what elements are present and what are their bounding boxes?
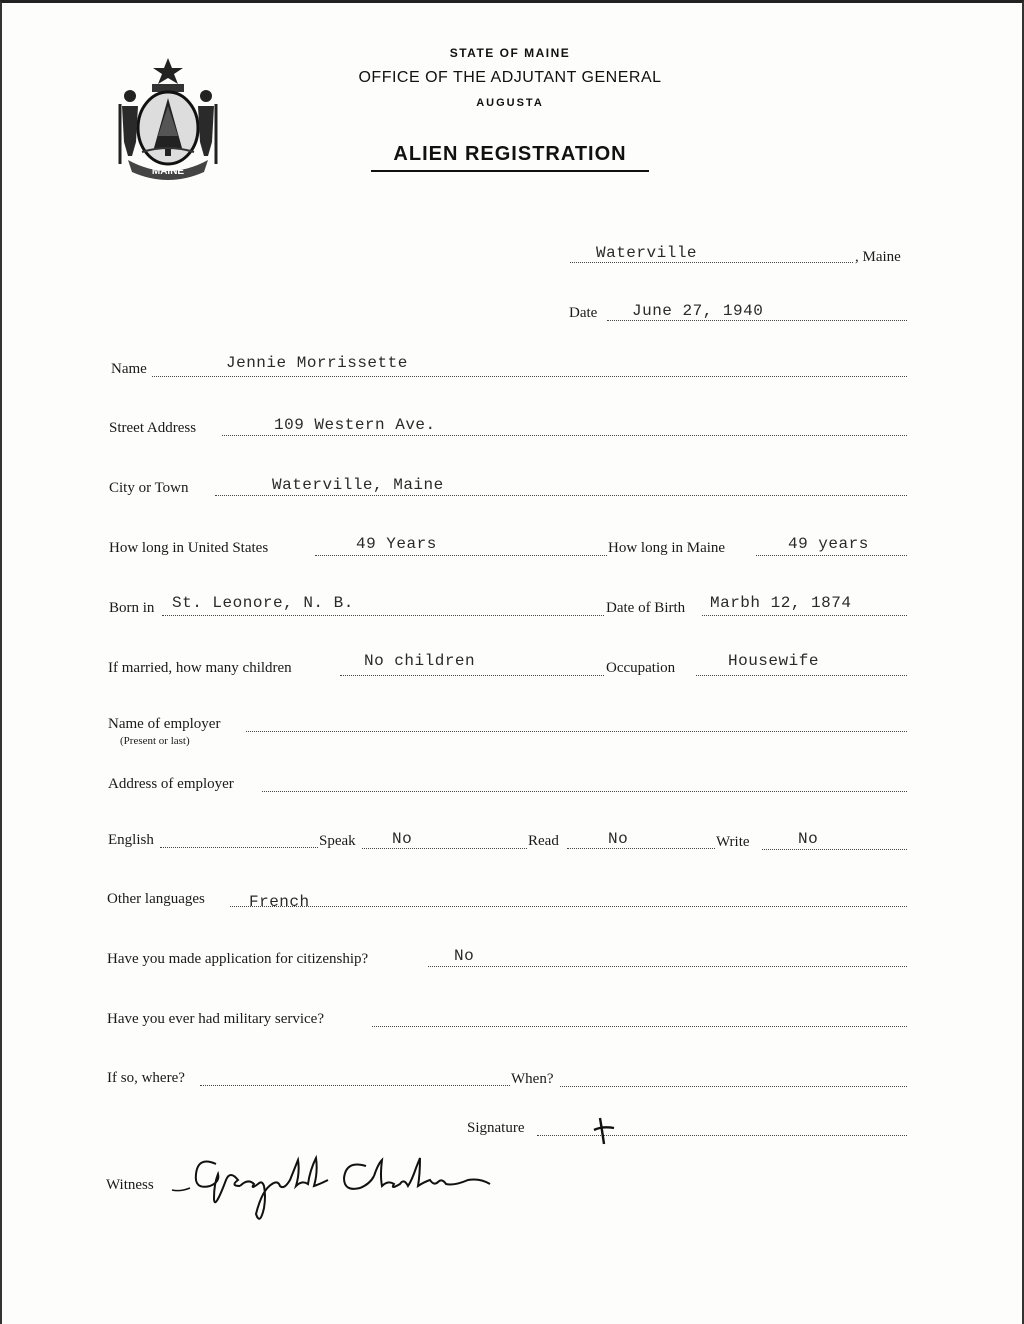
write-line xyxy=(762,849,907,850)
employer-address-label: Address of employer xyxy=(108,776,234,792)
service-where-label: If so, where? xyxy=(107,1070,185,1086)
speak-line xyxy=(362,848,527,849)
maine-state-seal-icon xyxy=(112,56,224,184)
occupation-value: Housewife xyxy=(728,652,819,670)
birthplace-line xyxy=(162,615,604,616)
signature-label: Signature xyxy=(467,1120,525,1136)
speak-value: No xyxy=(392,830,413,848)
us-duration-line xyxy=(315,555,607,556)
name-value: Jennie Morrissette xyxy=(226,354,408,372)
children-value: No children xyxy=(364,652,476,670)
english-line xyxy=(160,847,318,848)
form-title: ALIEN REGISTRATION xyxy=(393,143,627,165)
birth-date-label: Date of Birth xyxy=(606,600,686,616)
citizenship-label: Have you made application for citizenship? xyxy=(107,951,369,967)
military-line xyxy=(372,1026,907,1027)
birthplace-value: St. Leonore, N. B. xyxy=(172,594,354,612)
place-line xyxy=(570,262,853,263)
read-label: Read xyxy=(528,833,559,849)
maine-duration-label: How long in Maine xyxy=(608,540,726,556)
speak-label: Speak xyxy=(319,833,356,849)
other-languages-label: Other languages xyxy=(107,891,205,907)
birth-date-line xyxy=(702,615,907,616)
write-value: No xyxy=(798,830,819,848)
us-duration-label: How long in United States xyxy=(109,540,269,556)
maine-duration-value: 49 years xyxy=(788,535,869,553)
citizenship-line xyxy=(428,966,907,967)
service-where-line xyxy=(200,1085,510,1086)
street-line xyxy=(222,435,907,436)
occupation-line xyxy=(696,675,907,676)
date-value: June 27, 1940 xyxy=(632,302,764,320)
service-when-line xyxy=(560,1086,907,1087)
birth-date-value: Marbh 12, 1874 xyxy=(710,594,852,612)
occupation-label: Occupation xyxy=(606,660,676,676)
office-heading: OFFICE OF THE ADJUTANT GENERAL xyxy=(358,69,662,86)
place-suffix-label: , Maine xyxy=(855,249,901,265)
read-line xyxy=(567,848,715,849)
military-label: Have you ever had military service? xyxy=(107,1011,324,1027)
citizenship-value: No xyxy=(454,947,475,965)
seal-banner-label: MAINE xyxy=(151,166,185,177)
witness-label: Witness xyxy=(106,1177,154,1193)
city-value: Waterville, Maine xyxy=(272,476,444,494)
other-languages-line xyxy=(230,906,907,907)
children-label: If married, how many children xyxy=(108,660,292,676)
maine-duration-line xyxy=(756,555,907,556)
title-underline xyxy=(371,170,649,172)
employer-sublabel: (Present or last) xyxy=(120,735,190,747)
employer-line xyxy=(246,731,907,732)
witness-signature xyxy=(168,1150,498,1232)
city-line xyxy=(215,495,907,496)
other-languages-value: French xyxy=(249,893,310,911)
date-line xyxy=(607,320,907,321)
birthplace-label: Born in xyxy=(109,600,155,616)
write-label: Write xyxy=(716,834,750,850)
city-label: City or Town xyxy=(109,480,189,496)
employer-address-line xyxy=(262,791,907,792)
city-heading: AUGUSTA xyxy=(476,97,544,109)
street-value: 109 Western Ave. xyxy=(274,416,436,434)
english-label: English xyxy=(108,832,154,848)
street-label: Street Address xyxy=(109,420,197,436)
state-heading: STATE OF MAINE xyxy=(449,46,571,60)
children-line xyxy=(340,675,604,676)
signature-mark-icon xyxy=(590,1116,616,1146)
us-duration-value: 49 Years xyxy=(356,535,437,553)
employer-label: Name of employer xyxy=(108,716,221,732)
read-value: No xyxy=(608,830,629,848)
name-line xyxy=(152,376,907,377)
place-value: Waterville xyxy=(596,244,698,262)
name-label: Name xyxy=(111,361,147,377)
date-label: Date xyxy=(569,305,598,321)
service-when-label: When? xyxy=(511,1071,554,1087)
